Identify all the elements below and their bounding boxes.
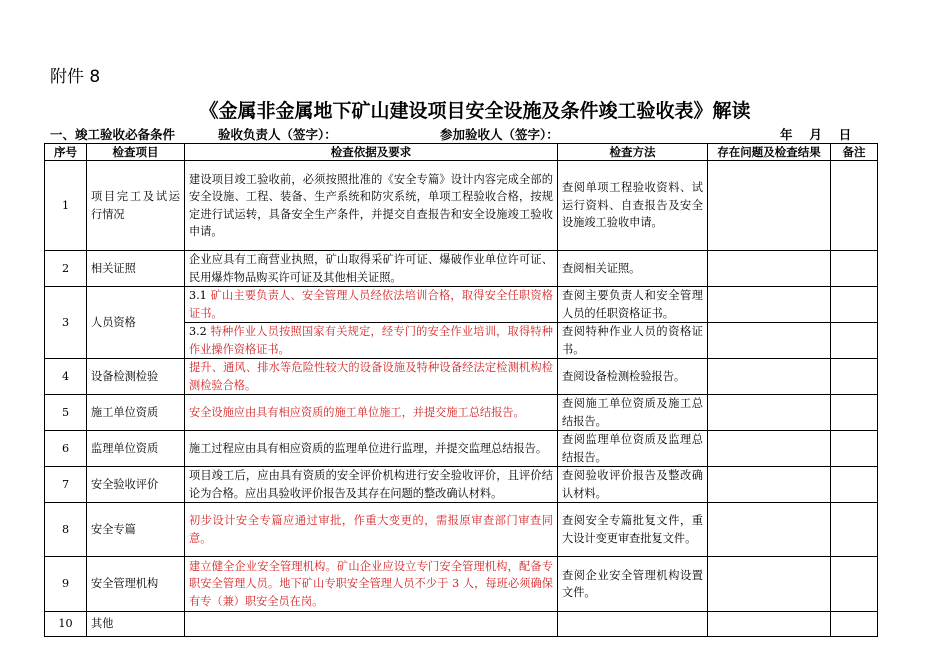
- row-remark-cell[interactable]: [831, 431, 878, 467]
- row-item: 人员资格: [87, 287, 185, 359]
- row-method: 查阅特种作业人员的资格证书。: [558, 323, 708, 359]
- row-number: 10: [45, 612, 87, 637]
- row-requirement: [185, 323, 558, 359]
- row-item: 安全验收评价: [87, 467, 185, 503]
- row-result-cell[interactable]: [708, 161, 831, 251]
- document-title: 《金属非金属地下矿山建设项目安全设施及条件竣工验收表》解读: [199, 100, 751, 122]
- participants-signature-label: 参加验收人（签字）：: [440, 127, 559, 142]
- row-method: 查阅监理单位资质及监理总结报告。: [558, 431, 708, 467]
- row-requirement: 建立健全企业安全管理机构。矿山企业应设立专门安全管理机构，配备专职安全管理人员。地下矿山专职安全管理人员不少于 3 人，每班必须确保有专（兼）职安全员在岗。: [185, 557, 558, 612]
- row-number: 1: [45, 161, 87, 251]
- col-header-remark: 备注: [831, 144, 878, 161]
- table-row: [45, 503, 878, 557]
- responsible-signature-label: 验收负责人（签字）：: [218, 127, 337, 142]
- table-row: [45, 431, 878, 467]
- col-header-number: 序号: [45, 144, 87, 161]
- row-remark-cell[interactable]: [831, 395, 878, 431]
- row-remark-cell[interactable]: [831, 251, 878, 287]
- row-item: 设备检测检验: [87, 359, 185, 395]
- row-requirement: 安全设施应由具有相应资质的施工单位施工，并提交施工总结报告。: [185, 395, 558, 431]
- row-remark-cell[interactable]: [831, 557, 878, 612]
- row-requirement[interactable]: [185, 612, 558, 637]
- row-result-cell[interactable]: [708, 323, 831, 359]
- row-remark-cell[interactable]: [831, 161, 878, 251]
- row-method: 查阅验收评价报告及整改确认材料。: [558, 467, 708, 503]
- row-result-cell[interactable]: [708, 431, 831, 467]
- row-item: 施工单位资质: [87, 395, 185, 431]
- row-result-cell[interactable]: [708, 557, 831, 612]
- row-number: 7: [45, 467, 87, 503]
- row-requirement: 初步设计安全专篇应通过审批，作重大变更的，需报原审查部门审查同意。: [185, 503, 558, 557]
- row-method: 查阅主要负责人和安全管理人员的任职资格证书。: [558, 287, 708, 323]
- row-item: 安全专篇: [87, 503, 185, 557]
- table-row: [45, 287, 878, 323]
- row-method: 查阅安全专篇批复文件，重大设计变更审查批复文件。: [558, 503, 708, 557]
- row-item: 项目完工及试运行情况: [87, 161, 185, 251]
- row-number: 8: [45, 503, 87, 557]
- row-requirement: [185, 287, 558, 323]
- row-number: 5: [45, 395, 87, 431]
- row-requirement: 提升、通风、排水等危险性较大的设备设施及特种设备经法定检测机构检测检验合格。: [185, 359, 558, 395]
- row-result-cell[interactable]: [708, 467, 831, 503]
- section-heading: 一、竣工验收必备条件: [50, 127, 176, 142]
- table-row: [45, 251, 878, 287]
- attachment-label: 附件 8: [50, 67, 101, 87]
- row-requirement: 施工过程应由具有相应资质的监理单位进行监理，并提交监理总结报告。: [185, 431, 558, 467]
- table-row: [45, 161, 878, 251]
- row-remark-cell[interactable]: [831, 612, 878, 637]
- row-method: 查阅设备检测检验报告。: [558, 359, 708, 395]
- row-requirement: 企业应具有工商营业执照，矿山取得采矿许可证、爆破作业单位许可证、民用爆炸物品购买许可证及其他相关证照。: [185, 251, 558, 287]
- row-remark-cell[interactable]: [831, 287, 878, 323]
- row-number: 4: [45, 359, 87, 395]
- date-label: 年 月 日: [780, 127, 852, 142]
- row-item: 相关证照: [87, 251, 185, 287]
- row-remark-cell[interactable]: [831, 359, 878, 395]
- row-item: 其他: [87, 612, 185, 637]
- row-number: 6: [45, 431, 87, 467]
- requirement-prefix: 3.2: [189, 325, 207, 338]
- row-result-cell[interactable]: [708, 359, 831, 395]
- col-header-requirement: 检查依据及要求: [185, 144, 558, 161]
- row-number: 3: [45, 287, 87, 359]
- requirement-prefix: 3.1: [189, 289, 207, 302]
- table-row: [45, 395, 878, 431]
- row-result-cell[interactable]: [708, 251, 831, 287]
- row-result-cell[interactable]: [708, 612, 831, 637]
- row-method: 查阅单项工程验收资料、试运行资料、自查报告及安全设施竣工验收申请。: [558, 161, 708, 251]
- row-number: 9: [45, 557, 87, 612]
- row-result-cell[interactable]: [708, 395, 831, 431]
- table-row: [45, 612, 878, 637]
- row-method: 查阅相关证照。: [558, 251, 708, 287]
- col-header-method: 检查方法: [558, 144, 708, 161]
- row-result-cell[interactable]: [708, 503, 831, 557]
- col-header-item: 检查项目: [87, 144, 185, 161]
- col-header-result: 存在问题及检查结果: [708, 144, 831, 161]
- row-method: 查阅企业安全管理机构设置文件。: [558, 557, 708, 612]
- row-method: 查阅施工单位资质及施工总结报告。: [558, 395, 708, 431]
- row-item: 监理单位资质: [87, 431, 185, 467]
- row-number: 2: [45, 251, 87, 287]
- requirement-text: 特种作业人员按照国家有关规定，经专门的安全作业培训，取得特种作业操作资格证书。: [189, 325, 553, 356]
- row-requirement: 建设项目竣工验收前，必须按照批准的《安全专篇》设计内容完成全部的安全设施、工程、装备、生产系统和防灾系统，单项工程验收合格，按规定进行试运转，具备安全生产条件，并提交自查报告和安全设施竣工验收申请。: [185, 161, 558, 251]
- table-row: [45, 557, 878, 612]
- table-row: [45, 467, 878, 503]
- acceptance-table: [44, 143, 878, 637]
- row-method[interactable]: [558, 612, 708, 637]
- row-remark-cell[interactable]: [831, 467, 878, 503]
- row-result-cell[interactable]: [708, 287, 831, 323]
- row-remark-cell[interactable]: [831, 323, 878, 359]
- table-row: [45, 359, 878, 395]
- row-remark-cell[interactable]: [831, 503, 878, 557]
- table-header-row: [45, 144, 878, 161]
- requirement-text: 矿山主要负责人、安全管理人员经依法培训合格，取得安全任职资格证书。: [189, 289, 553, 320]
- row-item: 安全管理机构: [87, 557, 185, 612]
- row-requirement: 项目竣工后，应由具有资质的安全评价机构进行安全验收评价，且评价结论为合格。应出具验收评价报告及其存在问题的整改确认材料。: [185, 467, 558, 503]
